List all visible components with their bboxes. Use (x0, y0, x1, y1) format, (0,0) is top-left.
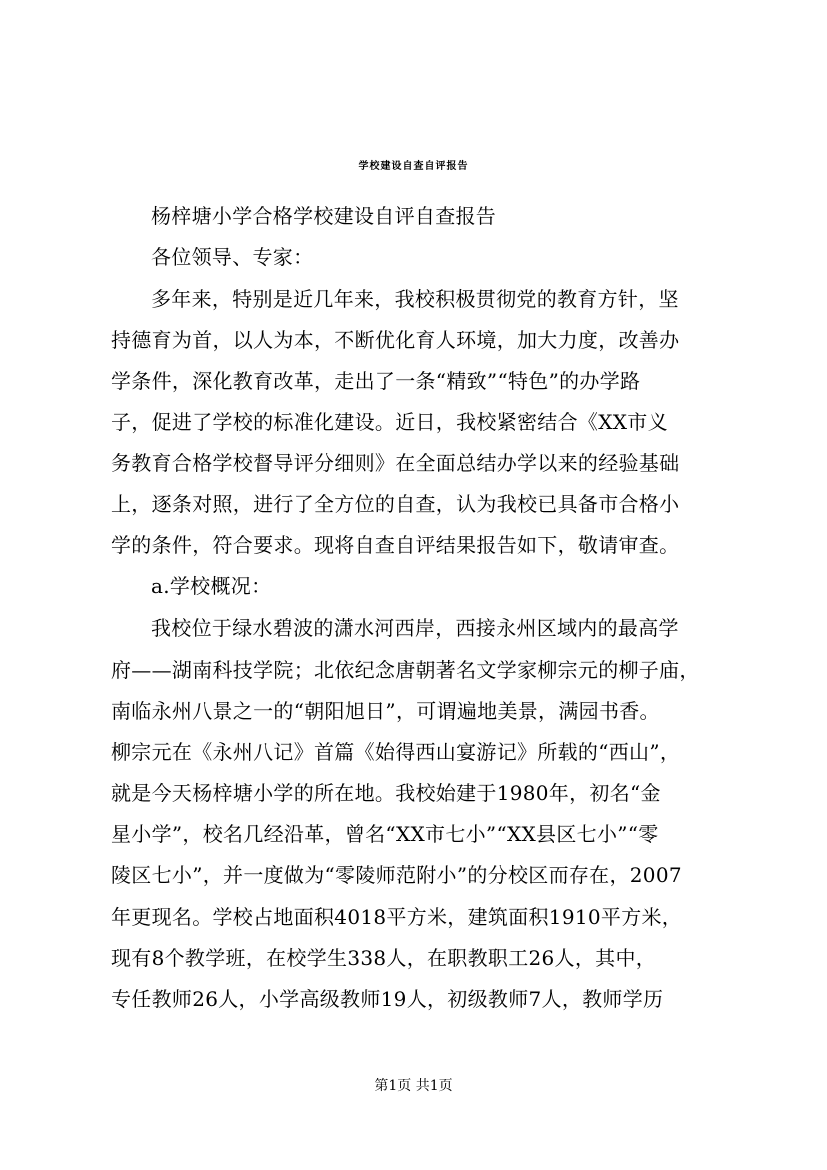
section-heading: a.学校概况： (151, 574, 272, 598)
paragraph-line: 就是今天杨梓塘小学的所在地。我校始建于1980年，初名“金 (111, 781, 661, 805)
paragraph-line: 专任教师26人，小学高级教师19人，初级教师7人，教师学历 (111, 987, 664, 1011)
subtitle-line: 杨梓塘小学合格学校建设自评自查报告 (151, 204, 497, 228)
paragraph-line: 学的条件，符合要求。现将自查自评结果报告如下，敬请审查。 (111, 533, 680, 557)
paragraph-line: 现有8个教学班，在校学生338人，在职教职工26人，其中， (111, 946, 657, 970)
paragraph-line: 子，促进了学校的标准化建设。近日，我校紧密结合《XX市义 (111, 410, 668, 434)
paragraph-line: 星小学”，校名几经沿革，曾名“XX市七小”“XX县区七小”“零 (111, 822, 659, 846)
paragraph-line: 上，逐条对照，进行了全方位的自查，认为我校已具备市合格小 (111, 492, 680, 516)
paragraph-line: 持德育为首，以人为本，不断优化育人环境，加大力度，改善办 (111, 328, 680, 352)
paragraph-line: 多年来，特别是近几年来，我校积极贯彻党的教育方针，坚 (151, 287, 679, 311)
paragraph-line: 陵区七小”，并一度做为“零陵师范附小”的分校区而存在，2007 (111, 863, 682, 887)
paragraph-line: 我校位于绿水碧波的潇水河西岸，西接永州区域内的最高学 (151, 616, 679, 640)
paragraph-line: 务教育合格学校督导评分细则》在全面总结办学以来的经验基础 (111, 451, 680, 475)
document-title: 学校建设自查自评报告 (358, 161, 469, 172)
paragraph-line: 柳宗元在《永州八记》首篇《始得西山宴游记》所载的“西山”， (111, 740, 681, 764)
paragraph-line: 南临永州八景之一的“朝阳旭日”，可谓遍地美景，满园书香。 (111, 699, 660, 723)
paragraph-line: 年更现名。学校占地面积4018平方米，建筑面积1910平方米， (111, 905, 683, 929)
page-footer: 第1页 共1页 (374, 1078, 453, 1094)
salutation-line: 各位领导、专家： (151, 245, 314, 269)
paragraph-line: 府——湖南科技学院；北依纪念唐朝著名文学家柳宗元的柳子庙， (111, 658, 700, 682)
paragraph-line: 学条件，深化教育改革，走出了一条“精致”“特色”的办学路 (111, 369, 641, 393)
